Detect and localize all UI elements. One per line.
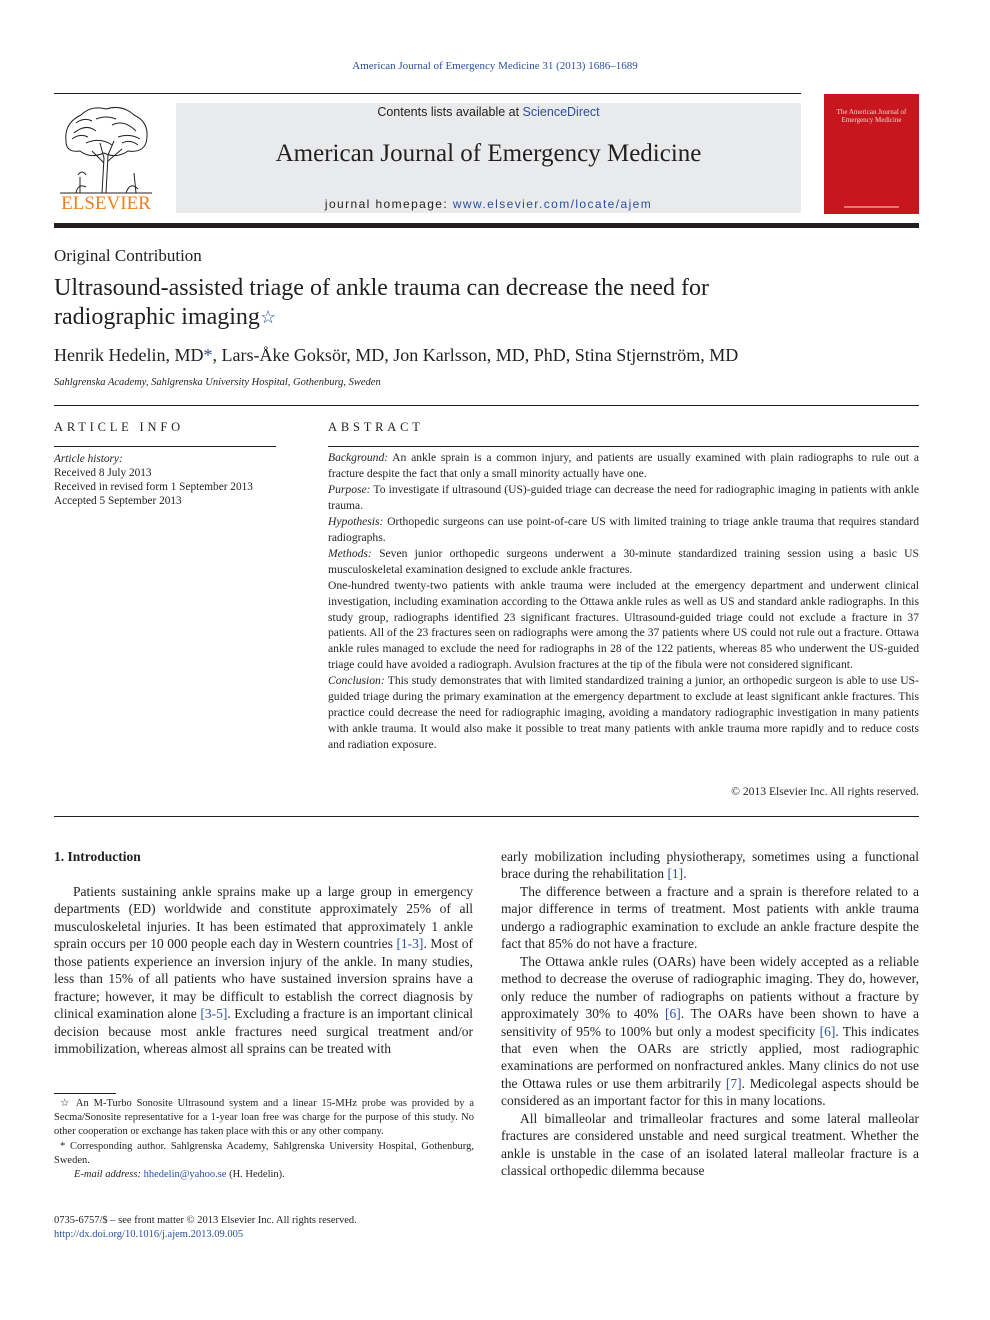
accepted-date: Accepted 5 September 2013 — [54, 495, 182, 508]
hypothesis-text: Orthopedic surgeons can use point-of-care US with limited training to triage ankle trauma that requires standard radiographs. — [328, 514, 919, 544]
conclusion-label: Conclusion: — [328, 674, 385, 688]
ref-1[interactable]: [1] — [667, 866, 684, 882]
p1-text-a: Patients sustaining ankle sprains make up a large group in emergency departments (ED) worldwide and constitute approximately 25% of all musculoskeletal injuries. It has been estimated that approximately 1 ankle sprain occurs per 10 000 people each day in Western countries — [54, 884, 473, 952]
footnote-star-icon: ☆ — [60, 1098, 72, 1109]
footnote-funding-text: An M-Turbo Sonosite Ultrasound system and a linear 15-MHz probe was provided by a Secma/Sonosite representative for a 1-year loan free was charge for the purpose of this study. No other cooperation or exchange has taken place with this or any other company. — [54, 1098, 474, 1138]
author-1: Henrik Hedelin, MD — [54, 345, 204, 365]
contents-prefix: Contents lists available at — [377, 105, 523, 119]
elsevier-wordmark: ELSEVIER — [61, 193, 151, 214]
purpose-text: To investigate if ultrasound (US)-guided triage can decrease the need for radiographic imaging in patients with ankle trauma. — [328, 482, 919, 512]
intro-paragraph-1 — [54, 883, 473, 1058]
intro-paragraph-2: The difference between a fracture and a sprain is therefore related to a major difference in terms of treatment. Most patients with ankle trauma undergo a radiographic examination to exclude an ankle fracture despite the fact that 85% do not have a fracture. — [501, 883, 919, 952]
abstract-bottom-rule — [54, 816, 919, 817]
footnote-email — [54, 1168, 474, 1182]
received-date: Received 8 July 2013 — [54, 467, 152, 480]
hypothesis-label: Hypothesis: — [328, 514, 384, 528]
right-column — [501, 848, 919, 1180]
elsevier-logo — [54, 103, 158, 215]
masthead-thick-rule — [54, 223, 919, 228]
author-list — [54, 345, 914, 366]
cover-decoration — [844, 206, 899, 208]
homepage-link[interactable]: www.elsevier.com/locate/ajem — [452, 197, 653, 211]
purpose-label: Purpose: — [328, 482, 371, 496]
r3-text-b: . The OARs have been shown to have a sensitivity of 95% to 100% but only a modest specificity — [501, 1006, 920, 1039]
abstract-copyright: © 2013 Elsevier Inc. All rights reserved. — [731, 785, 919, 798]
footnote-funding — [54, 1097, 474, 1140]
title-line-1: Ultrasound-assisted triage of ankle trauma can decrease the need for — [54, 275, 710, 301]
intro-paragraph-3 — [501, 953, 919, 1110]
journal-name: American Journal of Emergency Medicine — [275, 140, 702, 167]
ref-6-b[interactable]: [6] — [819, 1023, 836, 1039]
p1-text-c: . Excluding a fracture is an important clinical decision because most ankle fractures need surgical treatment and/or immobilization, whereas almost all sprains can be treated with — [54, 1006, 473, 1057]
left-column — [54, 883, 473, 1058]
cover-title: The American Journal of Emergency Medicine — [836, 108, 907, 124]
email-label: E-mail address: — [74, 1169, 141, 1181]
footnote-corresponding-text: Corresponding author. Sahlgrenska Academy, Sahlgrenska University Hospital, Gothenburg, Sweden. — [54, 1140, 474, 1166]
background-label: Background: — [328, 451, 389, 464]
abstract-sub-rule — [328, 446, 919, 447]
abstract-hypothesis — [328, 514, 919, 546]
journal-homepage — [176, 197, 801, 211]
journal-cover — [824, 94, 919, 214]
corresponding-author-mark[interactable]: * — [203, 345, 213, 365]
intro-paragraph-1-cont — [501, 848, 919, 883]
abstract-body — [328, 450, 919, 753]
abstract-conclusion — [328, 673, 919, 753]
email-suffix: (H. Hedelin). — [226, 1169, 285, 1181]
footnotes — [54, 1097, 474, 1182]
r1-text-a: early mobilization including physiotherapy, sometimes using a functional brace during the rehabilitation — [501, 849, 919, 882]
ref-1-3[interactable]: [1-3] — [396, 936, 424, 952]
r1-text-b: . — [683, 866, 687, 882]
affiliation: Sahlgrenska Academy, Sahlgrenska University Hospital, Gothenburg, Sweden — [54, 377, 381, 388]
article-history — [54, 452, 284, 508]
abstract-purpose — [328, 482, 919, 514]
running-head[interactable]: American Journal of Emergency Medicine 31 (2013) 1686–1689 — [352, 60, 638, 72]
journal-masthead — [176, 103, 801, 213]
article-title — [54, 274, 914, 332]
abstract-heading: ABSTRACT — [328, 420, 424, 434]
title-line-2: radiographic imaging — [54, 304, 260, 330]
p1-text-b: . Most of those patients experience an inversion injury of the ankle. In many studies, less than 15% of all patients who have sustained inversion sprains have a fracture; however, it may be difficult to establish the correct diagnosis by clinical examination alone — [54, 936, 473, 1022]
revised-date: Received in revised form 1 September 2013 — [54, 481, 253, 494]
ref-7[interactable]: [7] — [725, 1075, 742, 1091]
email-link[interactable]: hhedelin@yahoo.se — [143, 1169, 227, 1181]
other-authors: , Lars-Åke Goksör, MD, Jon Karlsson, MD, PhD, Stina Stjernström, MD — [212, 345, 739, 365]
ref-6-a[interactable]: [6] — [665, 1006, 681, 1022]
r3-text-a: The Ottawa ankle rules (OARs) have been widely accepted as a reliable method to decrease the overuse of radiographic imaging. They do, however, only reduce the number of radiographs on patients without a fracture by approximately 30% to 40% — [501, 953, 919, 1022]
ref-3-5[interactable]: [3-5] — [200, 1006, 228, 1022]
methods-label: Methods: — [328, 546, 372, 560]
history-label: Article history: — [54, 453, 123, 465]
r3-text-c: . This indicates that even when the OARs are strictly applied, most radiographic examinations are performed on nonfractured ankles. Many clinics do not use the Ottawa rules or use them arbitrarily — [501, 1023, 919, 1091]
introduction-heading: 1. Introduction — [54, 849, 141, 864]
methods-text: Seven junior orthopedic surgeons underwent a 30-minute standardized training session using a basic US musculoskeletal examination designed to exclude ankle fractures. — [328, 546, 919, 576]
abstract-results: One-hundred twenty-two patients with ankle trauma were included at the emergency department and underwent clinical investigation, including examination according to the Ottawa ankle rules as well as US and standard ankle radiographs. In this study group, radiographs identified 23 significant fractures. Ultrasound-guided triage could not exclude a fracture in 37 patients. All of the 23 fractures seen on radiographs were among the 37 patients where US could not rule out a fracture. Ottawa ankle rules managed to exclude the need for radiographs in 28 of the 122 patients, whereas 85 who underwent the US-guided triage could have avoided a radiograph. Avulsion fractures at the tip of the fibula were not considered significant. — [328, 578, 919, 672]
title-footnote-star-icon[interactable]: ☆ — [259, 307, 277, 327]
section-type: Original Contribution — [54, 246, 202, 265]
background-text: An ankle sprain is a common injury, and patients are usually examined with plain radiographs to rule out a fracture despite the fact that only a small minority actually have one. — [328, 451, 919, 480]
front-matter-info — [54, 1214, 474, 1242]
intro-paragraph-4: All bimalleolar and trimalleolar fractures and some lateral malleolar fractures are considered unstable and need surgical treatment. Whether the ankle is unstable in the case of an isolated lateral malleolar fracture is a classical orthopedic dilemma because — [501, 1110, 919, 1179]
contents-line — [176, 105, 801, 119]
info-top-rule — [54, 405, 919, 406]
issn-line: 0735-6757/$ – see front matter © 2013 Elsevier Inc. All rights reserved. — [54, 1215, 357, 1226]
footnote-rule — [54, 1093, 116, 1094]
abstract-background — [328, 450, 919, 482]
sciencedirect-link[interactable]: ScienceDirect — [522, 105, 600, 119]
footnote-corresponding — [54, 1140, 474, 1168]
abstract-methods — [328, 546, 919, 578]
header-rule — [54, 93, 801, 94]
r3-text-d: . Medicolegal aspects should be considered as an important factor for this in many locations. — [501, 1075, 919, 1109]
footnote-asterisk: * — [60, 1140, 66, 1152]
conclusion-text: This study demonstrates that with limited standardized training a junior, an orthopedic surgeon is able to use US-guided triage during the primary examination at the emergency department to exclude at least significant ankle fractures. This practice could decrease the need for radiographic imaging, avoiding a mandatory radiographic investigation in many patients with ankle trauma. It would also make it possible to treat many patients with ankle trauma more rapidly and to reduce costs and radiation exposure. — [328, 674, 919, 752]
info-sub-rule — [54, 446, 276, 447]
elsevier-tree-icon — [56, 103, 156, 195]
homepage-prefix: journal homepage: — [324, 197, 453, 211]
doi-link[interactable]: http://dx.doi.org/10.1016/j.ajem.2013.09.005 — [54, 1229, 244, 1240]
article-info-heading: ARTICLE INFO — [54, 420, 184, 434]
